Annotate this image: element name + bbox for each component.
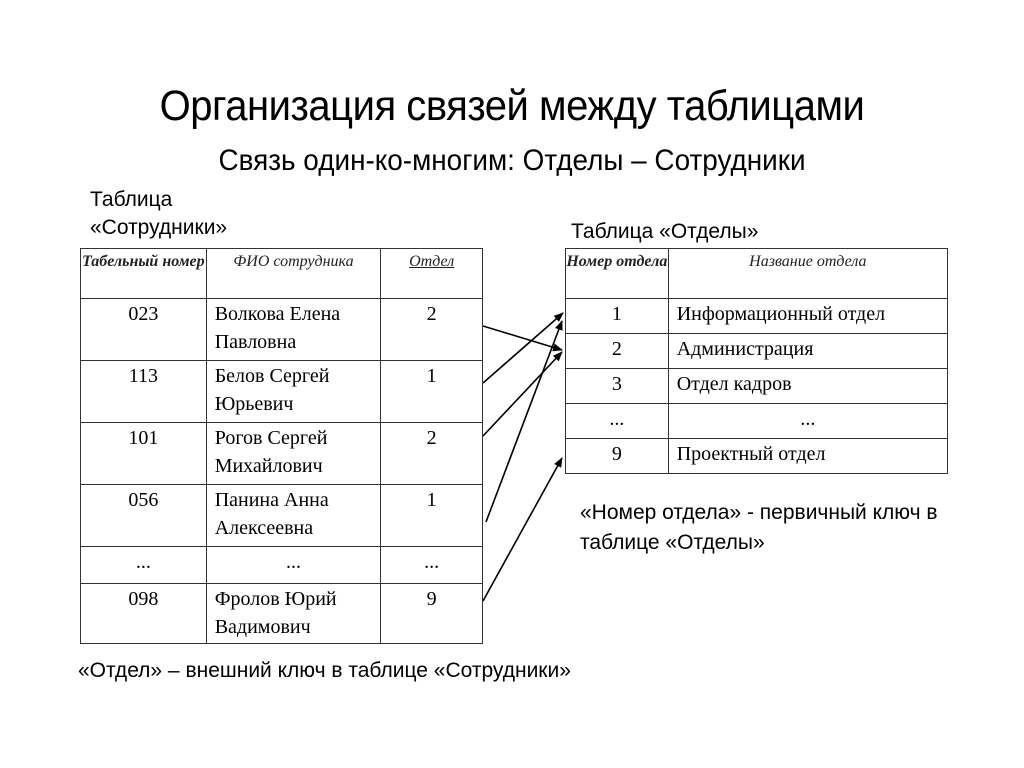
cell-dept: 2	[381, 299, 483, 361]
employees-label-line2: «Сотрудники»	[90, 216, 228, 239]
cell-name: Фролов Юрий Вадимович	[206, 584, 381, 644]
cell-id: 101	[81, 423, 207, 485]
header-dept: Отдел	[381, 249, 483, 299]
header-tab-number: Табельный номер	[81, 249, 207, 299]
arrow-098-to-9	[483, 458, 562, 601]
cell-dept: 9	[381, 584, 483, 644]
header-fio: ФИО сотрудника	[206, 249, 381, 299]
cell-name: Информационный отдел	[668, 299, 947, 334]
employees-label-line1: Таблица	[90, 188, 173, 211]
cell-num: 9	[566, 439, 669, 474]
cell-name: Панина Анна Алексеевна	[206, 485, 381, 547]
cell-name: Отдел кадров	[668, 369, 947, 404]
cell-name: Администрация	[668, 334, 947, 369]
cell-id: 098	[81, 584, 207, 644]
cell-name: Белов Сергей Юрьевич	[206, 361, 381, 423]
primary-key-note: «Номер отдела» - первичный ключ в таблице «Отделы»	[580, 501, 938, 554]
cell-name: Проектный отдел	[668, 439, 947, 474]
cell-num: 1	[566, 299, 669, 334]
cell-dept: 1	[381, 485, 483, 547]
header-dept-number: Номер отдела	[566, 249, 669, 299]
cell-num: 2	[566, 334, 669, 369]
cell-name: ...	[668, 404, 947, 439]
cell-dept: ...	[381, 547, 483, 584]
cell-dept: 1	[381, 361, 483, 423]
cell-num: ...	[566, 404, 669, 439]
header-dept-name: Название отдела	[668, 249, 947, 299]
cell-name: ...	[206, 547, 381, 584]
cell-id: ...	[81, 547, 207, 584]
cell-id: 056	[81, 485, 207, 547]
cell-id: 023	[81, 299, 207, 361]
cell-dept: 2	[381, 423, 483, 485]
slide-subtitle: Связь один-ко-многим: Отделы – Сотрудники	[218, 144, 806, 177]
cell-num: 3	[566, 369, 669, 404]
cell-name: Рогов Сергей Михайлович	[206, 423, 381, 485]
departments-table-label: Таблица «Отделы»	[571, 220, 759, 243]
cell-id: 113	[81, 361, 207, 423]
slide-title: Организация связей между таблицами	[159, 82, 865, 130]
foreign-key-note: «Отдел» – внешний ключ в таблице «Сотрудники»	[78, 659, 571, 682]
arrow-023-to-2	[483, 326, 562, 350]
cell-name: Волкова Елена Павловна	[206, 299, 381, 361]
